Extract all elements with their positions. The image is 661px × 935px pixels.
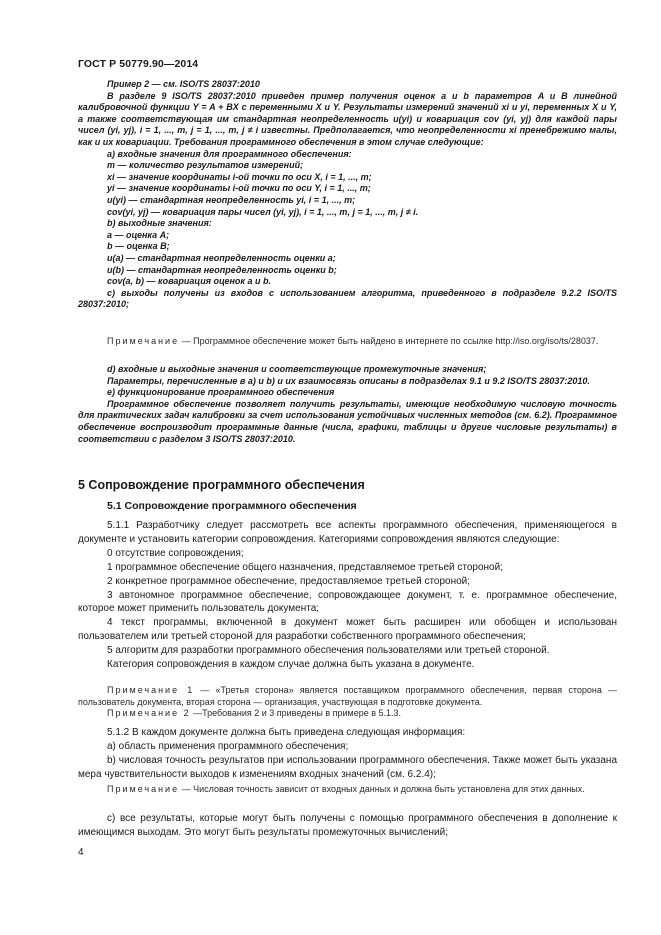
category-3: 3 автономное программное обеспечение, сопровождающее документ, т. е. программное обеспечение, которое может применить пользователь документа; [78, 589, 617, 615]
output-item-a: a — оценка A; [107, 229, 170, 240]
page-number: 4 [78, 847, 84, 858]
input-item-u: u(yi) — стандартная неопределенность yi, i = 1, ..., m; [107, 194, 356, 205]
section-body-2 [78, 726, 617, 782]
note-2-label: Примечание 2 [107, 708, 191, 719]
category-0: 0 отсутствие сопровождения; [107, 547, 244, 559]
input-item-y: yi — значение координаты i-ой точки по оси Y, i = 1, ..., m; [107, 183, 371, 194]
input-heading: а) входные значения для программного обеспечения: [107, 148, 352, 159]
accuracy-note [78, 784, 617, 796]
note-text: — Программное обеспечение может быть найдено в интернете по ссылке http://iso.org/iso/ts/28037. [179, 336, 599, 346]
output-item-ua: u(a) — стандартная неопределенность оценки a; [107, 252, 336, 263]
category-5: 5 алгоритм для разработки программного обеспечения пользователями или третьей стороной. [107, 645, 550, 657]
algorithm-item: c) выходы получены из входов с использованием алгоритма, приведенного в подразделе 9.2.2 ISO/TS 28037:2010; [78, 287, 617, 310]
info-item-c: c) все результаты, которые могут быть получены с помощью программного обеспечения в дополнение к имеющимся выходам. Это могут быть результаты промежуточных вычислений; [78, 813, 617, 838]
category-statement: Категория сопровождения в каждом случае должна быть указана в документе. [107, 659, 475, 671]
output-item-b: b — оценка B; [107, 241, 170, 252]
notes-block [78, 685, 617, 720]
output-item-ub: u(b) — стандартная неопределенность оценки b; [107, 264, 337, 275]
example-block [78, 79, 617, 311]
example-paragraph: В разделе 9 ISO/TS 28037:2010 приведен пример получения оценок a и b параметров A и B линейной калибровочной функции Y = A + BX с переменными X и Y. Результаты измерений значений xi и yi, переменных X и Y, а также соответствующая им стандартная неопределенность u(yi) и ковариация cov (yi, yj) для каждой пары чисел (yi, yj), i = 1, ..., m, j = 1, ..., m, j ≠ i известны. Предполагается, что неопределенности xi пренебрежимо малы, как и их ковариации. Требования программного обеспечения в этом случае следующие: [78, 90, 617, 147]
category-1: 1 программное обеспечение общего назначения, представляемое третьей стороной; [107, 561, 503, 573]
info-item-b: b) числовая точность результатов при использовании программного обеспечения. Также может быть указана мера чувствительности выходов к изменениям входных значений (см. 6.2.4); [78, 754, 617, 780]
section-body-3 [78, 812, 617, 840]
note-1-text: — «Третья сторона» является поставщиком программного обеспечения, первая сторона — пользователь документа, вторая сторона — организация, участвующая в подготовке документа. [78, 685, 617, 707]
note-3-text: — Числовая точность зависит от входных данных и должна быть установлена для этих данных. [179, 784, 585, 794]
info-item-a: a) область применения программного обеспечения; [107, 740, 349, 752]
output-heading: b) выходные значения: [107, 218, 212, 229]
input-item-cov: cov(yi, yj) — ковариация пары чисел (yi, yj), i = 1, ..., m, j = 1, ..., m, j ≠ i. [107, 206, 419, 217]
example-note [78, 336, 617, 348]
io-item: d) входные и выходные значения и соответствующие промежуточные значения; [107, 364, 487, 374]
section-body [78, 519, 617, 672]
note-2-text: —Требования 2 и 3 приведены в примере в 5.1.3. [190, 708, 402, 719]
input-item-m: m — количество результатов измерений; [107, 160, 304, 171]
function-item: e) функционирование программного обеспечения [107, 387, 335, 398]
standard-header: ГОСТ Р 50779.90—2014 [78, 58, 199, 70]
subsection-title: 5.1 Сопровождение программного обеспечения [107, 500, 357, 512]
output-item-cov: cov(a, b) — ковариация оценок a и b. [107, 276, 271, 287]
paragraph-5-1-1: 5.1.1 Разработчику следует рассмотреть все аспекты программного обеспечения, применяющегося в документе и установить категории сопровождения. Категориями сопровождения являются следующие: [78, 520, 617, 545]
example-block-2 [78, 364, 617, 445]
note-3-label: Примечание [107, 784, 180, 794]
function-text: Программное обеспечение позволяет получить результаты, имеющие необходимую числовую точность для практических задач калибровки за счет использования устойчивых численных методов (см. 6.2). Программное обеспечение воспроизводит программные данные (числа, графики, таблицы и другие числовые результаты) в соответствии с разделом 3 ISO/TS 28037:2010. [78, 398, 617, 444]
note-1-label: Примечание 1 [107, 685, 195, 695]
section-title: 5 Сопровождение программного обеспечения [78, 478, 365, 492]
note-label: Примечание [107, 336, 180, 346]
example-title: Пример 2 — см. ISO/TS 28037:2010 [107, 79, 260, 89]
category-2: 2 конкретное программное обеспечение, предоставляемое третьей стороной; [107, 575, 471, 587]
input-item-x: xi — значение координаты i-ой точки по оси X, i = 1, ..., m; [107, 171, 372, 182]
category-4: 4 текст программы, включенной в документ может быть расширен или обобщен и использован пользователем или третьей стороной для разработки собственного программного обеспечения; [78, 617, 617, 643]
io-text: Параметры, перечисленные в а) и b) и их взаимосвязь описаны в подразделах 9.1 и 9.2 ISO/TS 28037:2010. [107, 375, 590, 386]
paragraph-5-1-2: 5.1.2 В каждом документе должна быть приведена следующая информация: [107, 727, 466, 738]
